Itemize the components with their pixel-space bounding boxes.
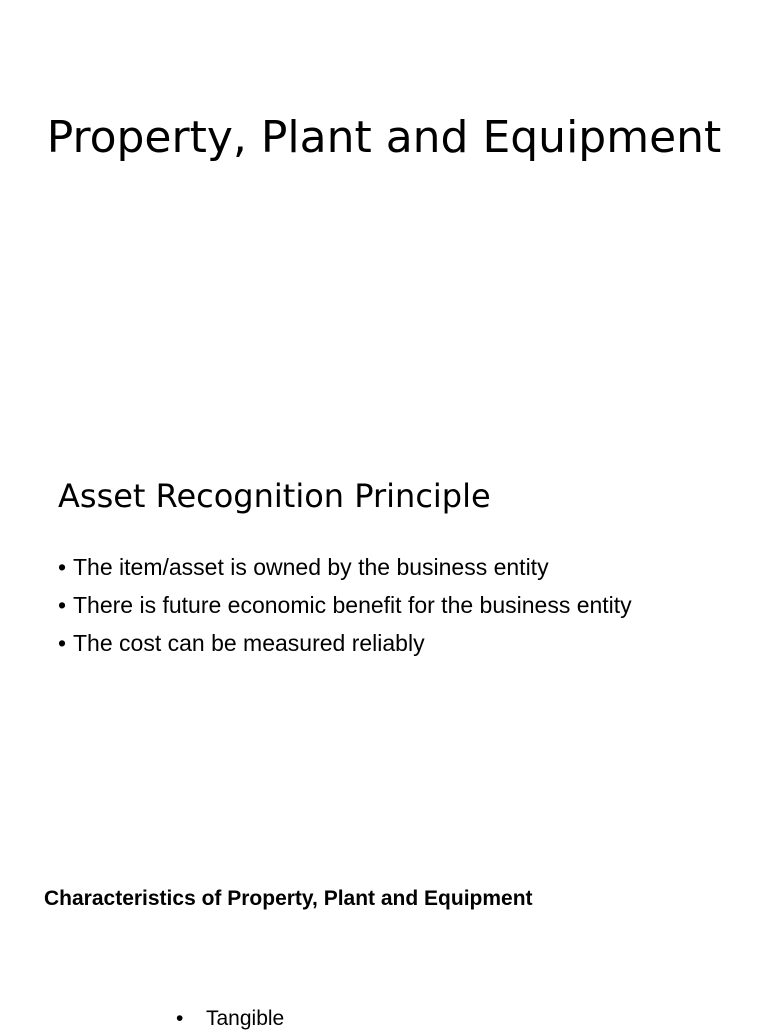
list-item	[58, 548, 632, 586]
asset-recognition-heading: Asset Recognition Principle	[58, 477, 491, 515]
list-item	[58, 624, 632, 662]
bullet-icon: •	[58, 592, 67, 618]
slide-title: Property, Plant and Equipment	[46, 112, 722, 163]
list-item-text: Tangible	[206, 1007, 285, 1030]
list-item-text: The item/asset is owned by the business entity	[73, 554, 549, 580]
bullet-icon: •	[176, 1007, 184, 1030]
bullet-icon: •	[58, 630, 67, 656]
characteristics-list	[176, 1004, 284, 1034]
recognition-bullet-list	[58, 548, 632, 662]
list-item	[176, 1004, 284, 1034]
bullet-icon: •	[58, 554, 67, 580]
list-item	[58, 586, 632, 624]
characteristics-heading: Characteristics of Property, Plant and Equipment	[44, 887, 533, 910]
list-item-text: The cost can be measured reliably	[73, 630, 425, 656]
list-item-text: There is future economic benefit for the business entity	[73, 592, 632, 618]
